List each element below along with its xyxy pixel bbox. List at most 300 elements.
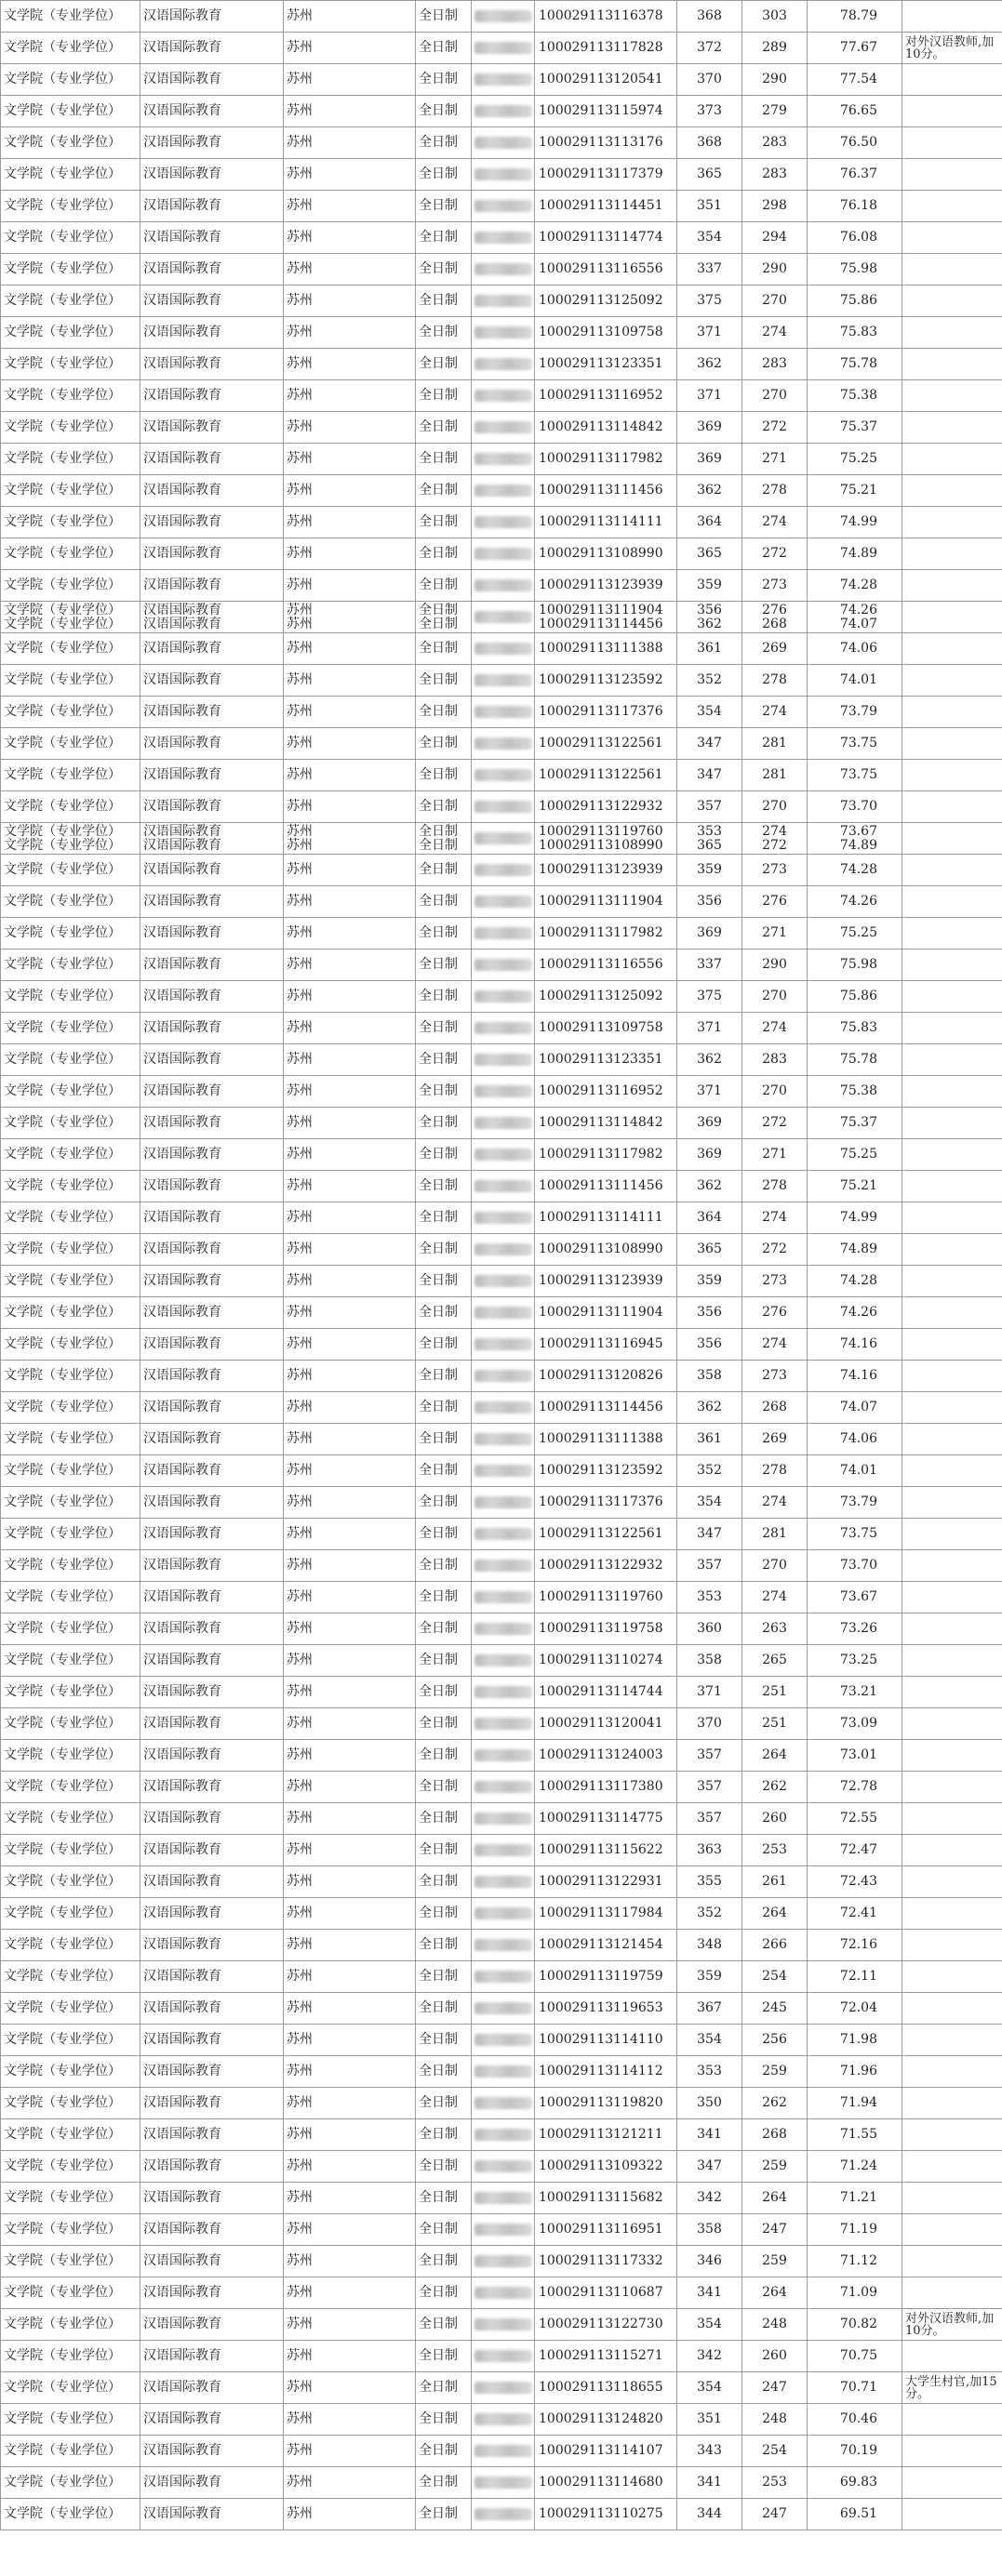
- campus-cell: 苏州: [284, 1234, 416, 1266]
- study-mode-cell: 全日制: [416, 1835, 472, 1866]
- candidate-name-cell: [472, 317, 535, 349]
- study-mode-cell: 全日制: [416, 1297, 472, 1329]
- preliminary-score-line: 365: [697, 837, 722, 853]
- major-cell: 汉语国际教育: [140, 1613, 284, 1645]
- total-score-line: 74.07: [839, 616, 877, 631]
- exam-id-cell: 100029113115682: [535, 2183, 677, 2214]
- total-score-cell: 74.16: [808, 1361, 902, 1392]
- table-row: [1, 2309, 1002, 2341]
- candidate-name-cell: [472, 1772, 535, 1803]
- exam-id-cell: 100029113117982: [535, 444, 677, 475]
- total-score-cell: 75.83: [808, 1013, 902, 1044]
- exam-id-cell: 100029113114111: [535, 1202, 677, 1234]
- redacted-name: [474, 2382, 532, 2394]
- total-score-cell: 71.96: [808, 2056, 902, 2088]
- retest-score-cell: 278: [742, 665, 808, 697]
- remark-cell: [902, 412, 1002, 444]
- candidate-name-cell: [472, 412, 535, 444]
- redacted-name: [474, 1433, 532, 1445]
- retest-score-cell: 274: [742, 507, 808, 538]
- retest-score-cell: 266: [742, 1930, 808, 1961]
- college-cell: 文学院（专业学位）: [1, 127, 140, 159]
- major-cell: 汉语国际教育: [140, 855, 284, 886]
- exam-id-cell: 100029113121454: [535, 1930, 677, 1961]
- redacted-name: [474, 1844, 532, 1856]
- campus-cell: 苏州: [284, 1044, 416, 1076]
- exam-id-cell: [535, 602, 677, 633]
- preliminary-score-cell: 351: [677, 191, 742, 222]
- retest-score-cell: 271: [742, 1139, 808, 1171]
- remark-cell: [902, 665, 1002, 697]
- retest-score-cell: 279: [742, 96, 808, 127]
- study-mode-cell: 全日制: [416, 159, 472, 191]
- study-mode-cell: 全日制: [416, 1740, 472, 1772]
- study-mode-cell: 全日制: [416, 444, 472, 475]
- candidate-name-cell: [472, 1740, 535, 1772]
- retest-score-cell: 248: [742, 2309, 808, 2341]
- study-mode-cell: 全日制: [416, 1772, 472, 1803]
- college-cell: 文学院（专业学位）: [1, 1613, 140, 1645]
- table-row: [1, 1044, 1002, 1076]
- college-cell: 文学院（专业学位）: [1, 2183, 140, 2214]
- retest-score-cell: 263: [742, 1613, 808, 1645]
- exam-id-cell: 100029113114680: [535, 2467, 677, 2499]
- exam-id-cell: 100029113117984: [535, 1898, 677, 1930]
- redacted-name: [474, 1812, 532, 1825]
- retest-score-line: 276: [762, 602, 787, 617]
- candidate-name-cell: [472, 1455, 535, 1487]
- redacted-name: [474, 2034, 532, 2046]
- campus-cell: 苏州: [284, 1519, 416, 1550]
- table-row: [1, 380, 1002, 412]
- major-cell: 汉语国际教育: [140, 1487, 284, 1519]
- table-row: [1, 728, 1002, 760]
- total-score-cell: 74.16: [808, 1329, 902, 1361]
- campus-cell: 苏州: [284, 1961, 416, 1993]
- college-cell: 文学院（专业学位）: [1, 96, 140, 127]
- total-score-cell: 76.65: [808, 96, 902, 127]
- college-cell: 文学院（专业学位）: [1, 2246, 140, 2277]
- major-cell: 汉语国际教育: [140, 918, 284, 949]
- total-score-cell: 71.12: [808, 2246, 902, 2277]
- remark-cell: [902, 2404, 1002, 2436]
- exam-id-line: 100029113119760: [539, 823, 663, 839]
- exam-id-cell: 100029113114107: [535, 2436, 677, 2467]
- college-cell: 文学院（专业学位）: [1, 1645, 140, 1677]
- retest-score-cell: 253: [742, 1835, 808, 1866]
- retest-score-cell: 298: [742, 191, 808, 222]
- preliminary-score-cell: 357: [677, 1550, 742, 1582]
- table-row: [1, 633, 1002, 665]
- study-mode-cell: 全日制: [416, 254, 472, 285]
- candidate-name-cell: [472, 2151, 535, 2183]
- study-mode-cell: 全日制: [416, 507, 472, 538]
- campus-cell: 苏州: [284, 1392, 416, 1424]
- remark-cell: [902, 96, 1002, 127]
- redacted-name: [474, 295, 532, 307]
- major-cell: 汉语国际教育: [140, 1297, 284, 1329]
- exam-id-cell: 100029113109758: [535, 1013, 677, 1044]
- total-score-cell: 74.01: [808, 665, 902, 697]
- total-score-line: 74.26: [839, 602, 877, 617]
- retest-score-cell: 247: [742, 2372, 808, 2404]
- retest-score-cell: 270: [742, 791, 808, 823]
- remark-cell: [902, 1898, 1002, 1930]
- exam-id-cell: 100029113115622: [535, 1835, 677, 1866]
- redacted-name: [474, 1781, 532, 1793]
- remark-cell: [902, 1202, 1002, 1234]
- remark-cell: [902, 2151, 1002, 2183]
- table-row: [1, 1519, 1002, 1550]
- candidate-name-cell: [472, 855, 535, 886]
- study-mode-cell: 全日制: [416, 791, 472, 823]
- campus-cell: 苏州: [284, 1772, 416, 1803]
- total-score-cell: 73.79: [808, 1487, 902, 1519]
- study-mode-cell: 全日制: [416, 1, 472, 33]
- remark-cell: [902, 127, 1002, 159]
- preliminary-score-cell: 361: [677, 1424, 742, 1455]
- campus-line: 苏州: [287, 823, 313, 839]
- preliminary-score-cell: 353: [677, 2056, 742, 2088]
- candidate-name-cell: [472, 1044, 535, 1076]
- preliminary-score-cell: 351: [677, 2404, 742, 2436]
- campus-cell: 苏州: [284, 1582, 416, 1613]
- candidate-name-cell: [472, 1, 535, 33]
- retest-score-cell: 270: [742, 1550, 808, 1582]
- preliminary-score-cell: 369: [677, 1139, 742, 1171]
- table-row: [1, 1930, 1002, 1961]
- college-cell: 文学院（专业学位）: [1, 222, 140, 254]
- exam-id-cell: 100029113117982: [535, 918, 677, 949]
- table-row: [1, 1234, 1002, 1266]
- redacted-name: [474, 2287, 532, 2299]
- study-mode-cell: 全日制: [416, 1455, 472, 1487]
- redacted-name: [474, 1496, 532, 1508]
- exam-id-cell: [535, 823, 677, 855]
- study-mode-cell: 全日制: [416, 855, 472, 886]
- exam-id-cell: 100029113114112: [535, 2056, 677, 2088]
- campus-cell: 苏州: [284, 380, 416, 412]
- redacted-name: [474, 421, 532, 433]
- table-row: [1, 823, 1002, 855]
- campus-cell: 苏州: [284, 2056, 416, 2088]
- total-score-cell: 71.98: [808, 2025, 902, 2056]
- study-mode-cell: 全日制: [416, 886, 472, 918]
- preliminary-score-cell: 354: [677, 2372, 742, 2404]
- retest-score-cell: 274: [742, 1202, 808, 1234]
- campus-cell: 苏州: [284, 855, 416, 886]
- college-cell: 文学院（专业学位）: [1, 64, 140, 96]
- preliminary-score-cell: 341: [677, 2277, 742, 2309]
- preliminary-score-cell: 358: [677, 2214, 742, 2246]
- major-cell: 汉语国际教育: [140, 1835, 284, 1866]
- exam-id-cell: 100029113122730: [535, 2309, 677, 2341]
- exam-id-cell: 100029113119760: [535, 1582, 677, 1613]
- total-score-cell: 69.83: [808, 2467, 902, 2499]
- preliminary-score-cell: 370: [677, 64, 742, 96]
- remark-cell: [902, 697, 1002, 728]
- exam-id-cell: 100029113123939: [535, 855, 677, 886]
- total-score-cell: 72.11: [808, 1961, 902, 1993]
- exam-id-cell: 100029113116378: [535, 1, 677, 33]
- campus-cell: 苏州: [284, 760, 416, 791]
- exam-id-cell: 100029113125092: [535, 285, 677, 317]
- candidate-name-cell: [472, 507, 535, 538]
- retest-score-cell: 247: [742, 2499, 808, 2530]
- study-mode-line: 全日制: [419, 616, 458, 631]
- college-cell: 文学院（专业学位）: [1, 886, 140, 918]
- study-mode-cell: 全日制: [416, 1044, 472, 1076]
- retest-score-cell: 270: [742, 380, 808, 412]
- retest-score-cell: 260: [742, 1803, 808, 1835]
- retest-score-line: 274: [762, 823, 787, 839]
- preliminary-score-cell: 357: [677, 1772, 742, 1803]
- preliminary-score-cell: 347: [677, 760, 742, 791]
- major-cell: 汉语国际教育: [140, 1108, 284, 1139]
- candidate-name-cell: [472, 1139, 535, 1171]
- major-cell: 汉语国际教育: [140, 2119, 284, 2151]
- retest-score-cell: 269: [742, 1424, 808, 1455]
- redacted-name: [474, 390, 532, 402]
- total-score-cell: 70.71: [808, 2372, 902, 2404]
- remark-cell: [902, 1708, 1002, 1740]
- study-mode-cell: 全日制: [416, 2372, 472, 2404]
- table-row: [1, 1677, 1002, 1708]
- college-cell: 文学院（专业学位）: [1, 1803, 140, 1835]
- major-cell: 汉语国际教育: [140, 1202, 284, 1234]
- table-row: [1, 2372, 1002, 2404]
- candidate-name-cell: [472, 981, 535, 1013]
- major-cell: 汉语国际教育: [140, 2088, 284, 2119]
- campus-cell: 苏州: [284, 1013, 416, 1044]
- table-row: [1, 791, 1002, 823]
- major-cell: 汉语国际教育: [140, 1519, 284, 1550]
- campus-cell: 苏州: [284, 2246, 416, 2277]
- major-cell: 汉语国际教育: [140, 665, 284, 697]
- campus-cell: 苏州: [284, 2183, 416, 2214]
- major-cell: 汉语国际教育: [140, 285, 284, 317]
- campus-cell: 苏州: [284, 791, 416, 823]
- candidate-name-cell: [472, 222, 535, 254]
- college-cell: 文学院（专业学位）: [1, 349, 140, 380]
- table-row: [1, 1297, 1002, 1329]
- total-score-cell: 73.75: [808, 728, 902, 760]
- college-cell: 文学院（专业学位）: [1, 1139, 140, 1171]
- exam-id-cell: 100029113118655: [535, 2372, 677, 2404]
- major-cell: 汉语国际教育: [140, 380, 284, 412]
- college-cell: 文学院（专业学位）: [1, 285, 140, 317]
- exam-id-cell: 100029113110274: [535, 1645, 677, 1677]
- campus-cell: 苏州: [284, 222, 416, 254]
- study-mode-line: 全日制: [419, 602, 458, 617]
- exam-id-cell: 100029113108990: [535, 538, 677, 570]
- college-cell: 文学院（专业学位）: [1, 1677, 140, 1708]
- table-row: [1, 2436, 1002, 2467]
- preliminary-score-cell: 371: [677, 1076, 742, 1108]
- redacted-name: [474, 1212, 532, 1224]
- remark-cell: [902, 1424, 1002, 1455]
- college-line: 文学院（专业学位）: [4, 616, 121, 631]
- exam-id-cell: 100029113122931: [535, 1866, 677, 1898]
- study-mode-cell: 全日制: [416, 728, 472, 760]
- redacted-name: [474, 358, 532, 370]
- candidate-name-cell: [472, 1013, 535, 1044]
- exam-id-cell: 100029113119820: [535, 2088, 677, 2119]
- major-cell: 汉语国际教育: [140, 981, 284, 1013]
- preliminary-score-cell: 359: [677, 570, 742, 602]
- table-row: [1, 33, 1002, 64]
- preliminary-score-cell: 337: [677, 949, 742, 981]
- candidate-name-cell: [472, 1550, 535, 1582]
- major-cell: 汉语国际教育: [140, 1013, 284, 1044]
- college-cell: 文学院（专业学位）: [1, 2436, 140, 2467]
- candidate-name-cell: [472, 570, 535, 602]
- exam-id-cell: 100029113114111: [535, 507, 677, 538]
- major-cell: 汉语国际教育: [140, 791, 284, 823]
- remark-cell: [902, 1677, 1002, 1708]
- study-mode-cell: 全日制: [416, 1266, 472, 1297]
- total-score-cell: 75.78: [808, 1044, 902, 1076]
- table-row: [1, 538, 1002, 570]
- exam-id-cell: 100029113116945: [535, 1329, 677, 1361]
- major-cell: 汉语国际教育: [140, 1329, 284, 1361]
- major-cell: 汉语国际教育: [140, 254, 284, 285]
- candidate-name-cell: [472, 1866, 535, 1898]
- retest-score-cell: 274: [742, 697, 808, 728]
- retest-score-cell: 262: [742, 2088, 808, 2119]
- exam-id-cell: 100029113117380: [535, 1772, 677, 1803]
- campus-cell: 苏州: [284, 1361, 416, 1392]
- preliminary-score-cell: 365: [677, 1234, 742, 1266]
- exam-id-cell: 100029113109322: [535, 2151, 677, 2183]
- total-score-cell: 78.79: [808, 1, 902, 33]
- retest-score-cell: 264: [742, 2277, 808, 2309]
- total-score-cell: 75.98: [808, 949, 902, 981]
- major-line: 汉语国际教育: [143, 823, 221, 839]
- candidate-name-cell: [472, 949, 535, 981]
- table-row: [1, 981, 1002, 1013]
- campus-cell: 苏州: [284, 1613, 416, 1645]
- preliminary-score-cell: 369: [677, 918, 742, 949]
- exam-id-cell: 100029113115271: [535, 2341, 677, 2372]
- exam-id-cell: 100029113117332: [535, 2246, 677, 2277]
- redacted-name: [474, 2129, 532, 2141]
- remark-cell: [902, 1993, 1002, 2025]
- college-cell: 文学院（专业学位）: [1, 254, 140, 285]
- preliminary-score-cell: 365: [677, 159, 742, 191]
- total-score-cell: 77.67: [808, 33, 902, 64]
- redacted-name: [474, 1971, 532, 1983]
- candidate-name-cell: [472, 791, 535, 823]
- campus-cell: 苏州: [284, 2499, 416, 2530]
- exam-id-cell: 100029113110275: [535, 2499, 677, 2530]
- retest-score-cell: 276: [742, 886, 808, 918]
- college-cell: [1, 823, 140, 855]
- total-score-cell: 74.28: [808, 1266, 902, 1297]
- exam-id-cell: 100029113122561: [535, 760, 677, 791]
- campus-cell: 苏州: [284, 1108, 416, 1139]
- major-cell: 汉语国际教育: [140, 886, 284, 918]
- preliminary-score-cell: 356: [677, 1329, 742, 1361]
- remark-cell: [902, 760, 1002, 791]
- campus-cell: 苏州: [284, 728, 416, 760]
- redacted-name: [474, 1054, 532, 1066]
- preliminary-score-cell: 350: [677, 2088, 742, 2119]
- table-row: [1, 886, 1002, 918]
- major-cell: 汉语国际教育: [140, 444, 284, 475]
- college-cell: 文学院（专业学位）: [1, 2056, 140, 2088]
- retest-score-cell: 273: [742, 1266, 808, 1297]
- redacted-name: [474, 1528, 532, 1540]
- total-score-cell: 73.25: [808, 1645, 902, 1677]
- preliminary-score-cell: 347: [677, 728, 742, 760]
- remark-cell: [902, 1044, 1002, 1076]
- preliminary-score-cell: 354: [677, 2025, 742, 2056]
- study-mode-cell: 全日制: [416, 633, 472, 665]
- table-row: [1, 96, 1002, 127]
- total-score-cell: 74.06: [808, 1424, 902, 1455]
- table-row: [1, 1772, 1002, 1803]
- college-cell: 文学院（专业学位）: [1, 1487, 140, 1519]
- redacted-name: [474, 2097, 532, 2109]
- table-row: [1, 2119, 1002, 2151]
- redacted-name: [474, 2160, 532, 2172]
- major-line: 汉语国际教育: [143, 837, 221, 853]
- major-cell: 汉语国际教育: [140, 1677, 284, 1708]
- redacted-name: [474, 1370, 532, 1382]
- study-mode-cell: 全日制: [416, 191, 472, 222]
- major-cell: 汉语国际教育: [140, 1266, 284, 1297]
- total-score-cell: 73.21: [808, 1677, 902, 1708]
- study-mode-cell: 全日制: [416, 2309, 472, 2341]
- remark-cell: [902, 602, 1002, 633]
- campus-cell: [284, 823, 416, 855]
- exam-id-cell: 100029113122561: [535, 1519, 677, 1550]
- redacted-name: [474, 579, 532, 591]
- total-score-cell: 69.51: [808, 2499, 902, 2530]
- table-row: [1, 159, 1002, 191]
- redacted-name: [474, 737, 532, 750]
- total-score-cell: 72.04: [808, 1993, 902, 2025]
- retest-score-cell: 290: [742, 254, 808, 285]
- redacted-name: [474, 864, 532, 876]
- preliminary-score-cell: 360: [677, 1613, 742, 1645]
- major-cell: 汉语国际教育: [140, 538, 284, 570]
- campus-cell: 苏州: [284, 2404, 416, 2436]
- exam-id-cell: 100029113119653: [535, 1993, 677, 2025]
- campus-cell: 苏州: [284, 2341, 416, 2372]
- study-mode-cell: 全日制: [416, 2246, 472, 2277]
- redacted-name: [474, 674, 532, 686]
- campus-cell: 苏州: [284, 1677, 416, 1708]
- remark-cell: [902, 1803, 1002, 1835]
- redacted-name: [474, 2192, 532, 2204]
- study-mode-cell: 全日制: [416, 222, 472, 254]
- total-score-cell: 74.07: [808, 1392, 902, 1424]
- campus-cell: 苏州: [284, 1930, 416, 1961]
- major-cell: 汉语国际教育: [140, 2277, 284, 2309]
- candidate-name-cell: [472, 1677, 535, 1708]
- remark-cell: [902, 1076, 1002, 1108]
- preliminary-score-cell: 369: [677, 412, 742, 444]
- table-row: [1, 1613, 1002, 1645]
- study-mode-cell: 全日制: [416, 1582, 472, 1613]
- table-row: [1, 2025, 1002, 2056]
- major-cell: 汉语国际教育: [140, 1708, 284, 1740]
- study-mode-cell: 全日制: [416, 1993, 472, 2025]
- preliminary-score-cell: 371: [677, 380, 742, 412]
- retest-score-cell: 273: [742, 1361, 808, 1392]
